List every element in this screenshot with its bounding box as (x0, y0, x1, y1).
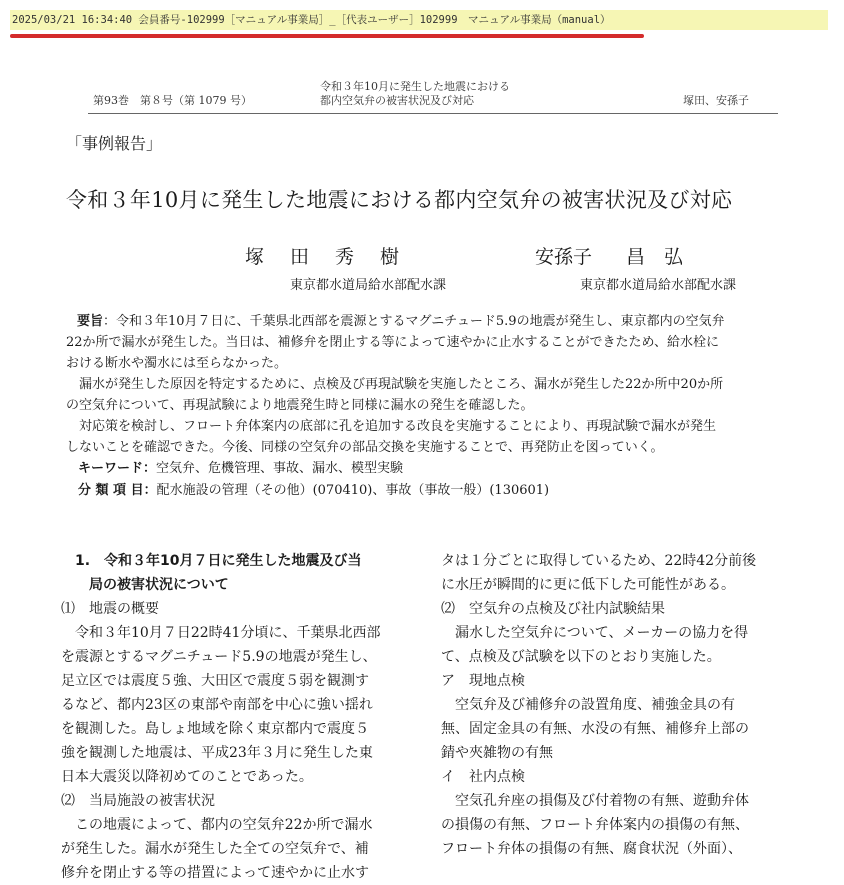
abstract-line: おける断水や濁水には至らなかった。 (66, 356, 288, 371)
subheading: ⑴ 地震の概要 (61, 601, 159, 617)
body-line: に水圧が瞬間的に更に低下した可能性がある。 (441, 577, 735, 593)
body-line: 漏水した空気弁について、メーカーの協力を得 (441, 625, 749, 641)
author-name-2-part1: 安孫子 (535, 246, 593, 268)
body-line: 錆や夾雑物の有無 (441, 745, 553, 761)
body-line: 空気孔弁座の損傷及び付着物の有無、遊動弁体 (441, 793, 749, 809)
author-name-2 (535, 242, 683, 269)
keywords-value: 空気弁、危機管理、事故、漏水、模型実験 (156, 461, 404, 476)
body-line: を観測した。島しょ地域を除く東京都内で震度５ (61, 721, 369, 737)
author-affiliation-2: 東京都水道局給水部配水課 (580, 278, 737, 293)
classification-label: 分 類 項 目： (78, 483, 157, 498)
running-head-title (320, 80, 510, 108)
body-line: の損傷の有無、フロート弁体案内の損傷の有無、 (441, 817, 749, 833)
abstract-line: しないことを確認できた。今後、同様の空気弁の部品交換を実施することで、再発防止を図っていく。 (66, 440, 664, 455)
author-affiliation-1: 東京都水道局給水部配水課 (290, 278, 447, 293)
subheading: ⑵ 当局施設の被害状況 (61, 793, 215, 809)
body-line: フロート弁体の損傷の有無、腐食状況（外面）、 (441, 841, 742, 857)
abstract-label: 要旨 (77, 314, 104, 329)
running-head-volume: 第93巻 第８号（第 1079 号） (93, 94, 252, 107)
body-line: 日本大震災以降初めてのことであった。 (61, 769, 313, 785)
paper-title: 令和３年10月に発生した地震における都内空気弁の被害状況及び対応 (66, 188, 733, 212)
author-name-1: 塚田秀樹 (245, 246, 426, 268)
author-name-2-part2: 昌 弘 (626, 246, 684, 268)
keywords-line (78, 459, 403, 479)
header-divider (88, 113, 778, 114)
body-line: タは１分ごとに取得しているため、22時42分前後 (441, 553, 757, 569)
abstract-line: 要旨：令和３年10月７日に、千葉県北西部を震源とするマグニチュード5.9の地震が発生し、東京都内の空気弁 (77, 314, 725, 329)
subheading: ア 現地点検 (441, 673, 525, 689)
abstract-line: 漏水が発生した原因を特定するために、点検及び再現試験を実施したところ、漏水が発生した22か所中20か所 (66, 377, 724, 392)
heading-1-cont: 局の被害状況について (61, 577, 229, 593)
session-info-banner: 2025/03/21 16:34:40 会員番号-102999［マニュアル事業局］_［代表ユーザー］102999 マニュアル事業局（manual） (10, 10, 828, 30)
body-line: るなど、都内23区の東部や南部を中心に強い揺れ (61, 697, 373, 713)
subheading: イ 社内点検 (441, 769, 525, 785)
classification-line (78, 481, 549, 501)
highlight-underline (10, 34, 644, 38)
section-label: 「事例報告」 (66, 134, 163, 153)
classification-value: 配水施設の管理（その他）(070410)、事故（事故一般）(130601) (156, 483, 550, 498)
body-line: 令和３年10月７日22時41分頃に、千葉県北西部 (61, 625, 381, 641)
abstract-line: 対応策を検討し、フロート弁体案内の底部に孔を追加する改良を実施することにより、再現試験で漏水が発生 (66, 419, 717, 434)
running-head-authors: 塚田、安孫子 (683, 94, 749, 107)
body-line: て、点検及び試験を以下のとおり実施した。 (441, 649, 721, 665)
body-line: 強を観測した地震は、平成23年３月に発生した東 (61, 745, 373, 761)
abstract-line: の空気弁について、再現試験により地震発生時と同様に漏水の発生を確認した。 (66, 398, 534, 413)
running-head-title-line1: 令和３年10月に発生した地震における (320, 80, 510, 93)
body-line: が発生した。漏水が発生した全ての空気弁で、補 (61, 841, 369, 857)
subheading: ⑵ 空気弁の点検及び社内試験結果 (441, 601, 665, 617)
body-line: 修弁を閉止する等の措置によって速やかに止水す (61, 865, 369, 881)
body-line: 空気弁及び補修弁の設置角度、補強金具の有 (441, 697, 735, 713)
body-line: 無、固定金具の有無、水没の有無、補修弁上部の (441, 721, 749, 737)
heading-1: 1. 令和３年10月７日に発生した地震及び当 (61, 553, 362, 569)
keywords-label: キーワード： (78, 461, 157, 476)
running-head-title-line2: 都内空気弁の被害状況及び対応 (320, 94, 474, 107)
body-line: この地震によって、都内の空気弁22か所で漏水 (61, 817, 373, 833)
body-line: 足立区では震度５強、大田区で震度５弱を観測す (61, 673, 369, 689)
abstract-line: 22か所で漏水が発生した。当日は、補修弁を閉止する等によって速やかに止水することができたため、給水栓に (66, 335, 720, 350)
body-line: を震源とするマグニチュード5.9の地震が発生し、 (61, 649, 377, 665)
